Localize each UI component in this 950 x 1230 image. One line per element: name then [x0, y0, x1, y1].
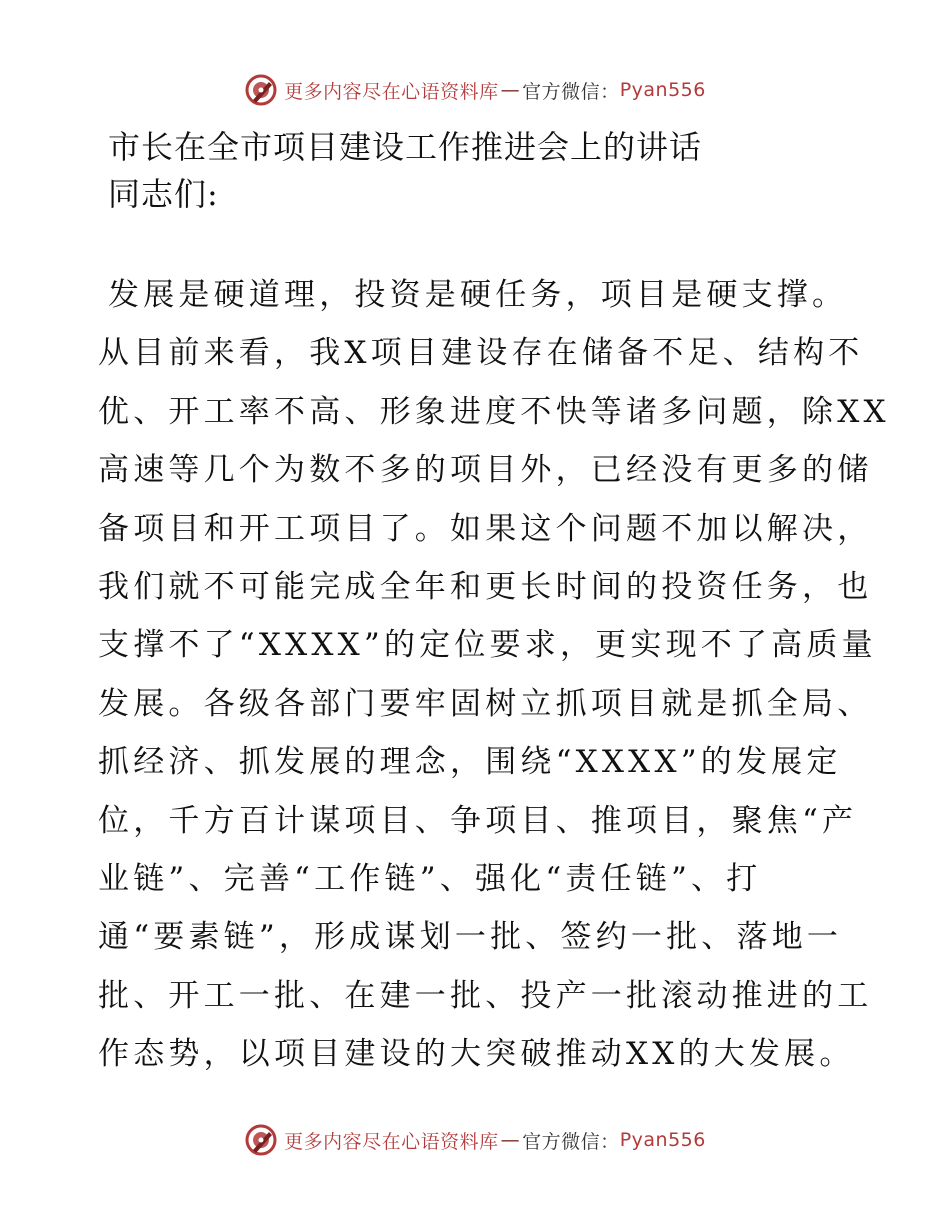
watermark-prefix: 更多内容尽在心语资料库 [284, 80, 499, 103]
document-title: 市长在全市项目建设工作推进会上的讲话 [108, 128, 703, 166]
watermark-wechat-id: Pyan556 [619, 1129, 706, 1151]
body-line: 发展是硬道理，投资是硬任务，项目是硬支撑。 [108, 277, 848, 313]
watermark-prefix: 更多内容尽在心语资料库 [284, 1130, 499, 1153]
body-line: 作态势，以项目建设的大突破推动XX的大发展。 [98, 1036, 855, 1073]
body-line: 业链”、完善“工作链”、强化“责任链”、打 [98, 860, 762, 897]
body-line: 抓经济、抓发展的理念，围绕“XXXX”的发展定 [98, 744, 842, 781]
pen-logo-icon [244, 1123, 278, 1157]
body-line: 优、开工率不高、形象进度不快等诸多问题，除XX [98, 393, 890, 430]
body-line: 我们就不可能完成全年和更长时间的投资任务，也 [98, 568, 873, 605]
document-greeting: 同志们: [108, 175, 219, 213]
body-line: 备项目和开工项目了。如果这个问题不加以解决， [98, 510, 873, 547]
body-line: 支撑不了“XXXX”的定位要求，更实现不了高质量 [98, 627, 877, 664]
watermark-separator: — [500, 79, 521, 101]
watermark-separator: — [500, 1129, 521, 1151]
body-line: 位，千方百计谋项目、争项目、推项目，聚焦“产 [98, 802, 858, 839]
body-line: 高速等几个为数不多的项目外，已经没有更多的储 [98, 452, 873, 489]
body-line: 通“要素链”，形成谋划一批、签约一批、落地一 [98, 919, 843, 956]
pen-logo-icon [244, 73, 278, 107]
body-line: 批、开工一批、在建一批、投产一批滚动推进的工 [98, 977, 873, 1014]
body-line: 发展。各级各部门要牢固树立抓项目就是抓全局、 [98, 685, 873, 722]
body-line: 从目前来看，我X项目建设存在储备不足、结构不 [98, 335, 864, 372]
watermark-wechat-label: 官方微信： [522, 1130, 620, 1153]
watermark-wechat-id: Pyan556 [619, 79, 706, 101]
watermark-footer [0, 1120, 950, 1160]
watermark-wechat-label: 官方微信： [522, 80, 620, 103]
document-body [98, 266, 890, 1083]
watermark-header [0, 70, 950, 110]
